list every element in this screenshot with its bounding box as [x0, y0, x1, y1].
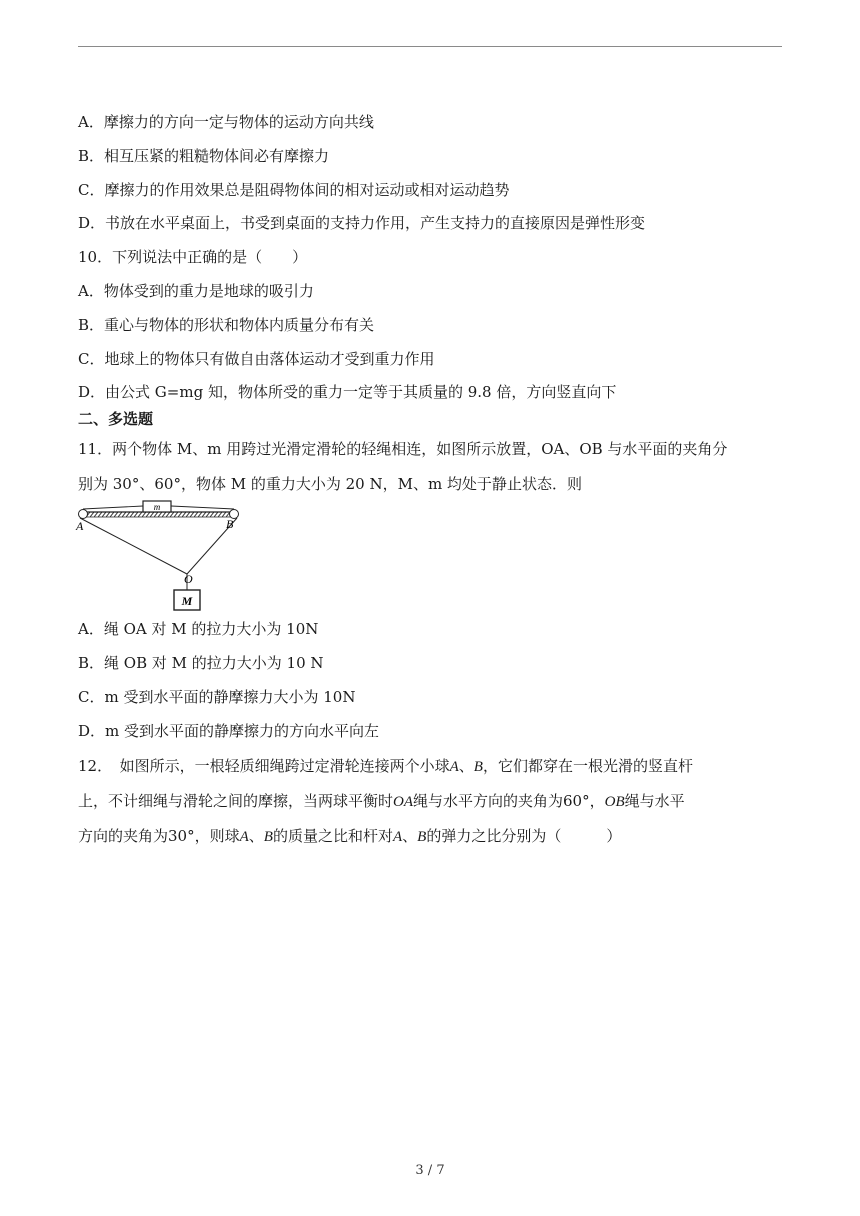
- q10-option-d[interactable]: D．由公式 G=mg 知，物体所受的重力一定等于其质量的 9.8 倍，方向竖直向下: [78, 383, 617, 401]
- block-m-label: m: [153, 502, 161, 512]
- header-rule: [78, 46, 782, 47]
- q10-option-b[interactable]: B．重心与物体的形状和物体内质量分布有关: [78, 316, 375, 334]
- q10-stem: 10．下列说法中正确的是（ ）: [78, 248, 308, 266]
- q12-stem-line3: 方向的夹角为30°，则球A、B的质量之比和杆对A、B的弹力之比分别为（ ）: [78, 827, 622, 845]
- point-a-label: A: [76, 519, 84, 533]
- q11-option-c[interactable]: C．m 受到水平面的静摩擦力大小为 10N: [78, 688, 356, 706]
- q11-option-a[interactable]: A．绳 OA 对 M 的拉力大小为 10N: [78, 620, 319, 638]
- rope-oa: [80, 518, 187, 574]
- q9-option-d[interactable]: D．书放在水平桌面上，书受到桌面的支持力作用，产生支持力的直接原因是弹性形变: [78, 214, 646, 232]
- rope-to-pulley-a: [83, 506, 143, 509]
- q9-option-a[interactable]: A．摩擦力的方向一定与物体的运动方向共线: [78, 113, 374, 131]
- q12-stem-line1: 12． 如图所示，一根轻质细绳跨过定滑轮连接两个小球A、B，它们都穿在一根光滑的竖直杆: [78, 757, 693, 775]
- q10-option-a[interactable]: A．物体受到的重力是地球的吸引力: [78, 282, 314, 300]
- q11-stem-line1: 11．两个物体 M、m 用跨过光滑定滑轮的轻绳相连，如图所示放置，OA、OB 与水平面的夹角分: [78, 440, 728, 458]
- q10-option-c[interactable]: C．地球上的物体只有做自由落体运动才受到重力作用: [78, 350, 435, 368]
- q9-option-c[interactable]: C．摩擦力的作用效果总是阻碍物体间的相对运动或相对运动趋势: [78, 181, 510, 199]
- q12-stem-line2: 上，不计细绳与滑轮之间的摩擦，当两球平衡时OA绳与水平方向的夹角为60°，OB绳与水平: [78, 792, 685, 810]
- q9-option-b[interactable]: B．相互压紧的粗糙物体间必有摩擦力: [78, 147, 330, 165]
- q11-figure: [74, 497, 244, 615]
- point-o-label: O: [184, 572, 193, 586]
- block-M-label: M: [181, 594, 193, 608]
- q11-option-b[interactable]: B．绳 OB 对 M 的拉力大小为 10 N: [78, 654, 324, 672]
- page-number: 3 / 7: [415, 1163, 445, 1178]
- q11-option-d[interactable]: D．m 受到水平面的静摩擦力的方向水平向左: [78, 722, 380, 740]
- point-b-label: B: [226, 517, 234, 531]
- rope-to-pulley-b: [171, 506, 234, 509]
- q11-stem-line2: 别为 30°、60°，物体 M 的重力大小为 20 N，M、m 均处于静止状态．则: [78, 475, 582, 493]
- pulley-a-icon: [79, 510, 88, 519]
- table-surface: [83, 512, 235, 517]
- section-title: 二、多选题: [78, 410, 154, 428]
